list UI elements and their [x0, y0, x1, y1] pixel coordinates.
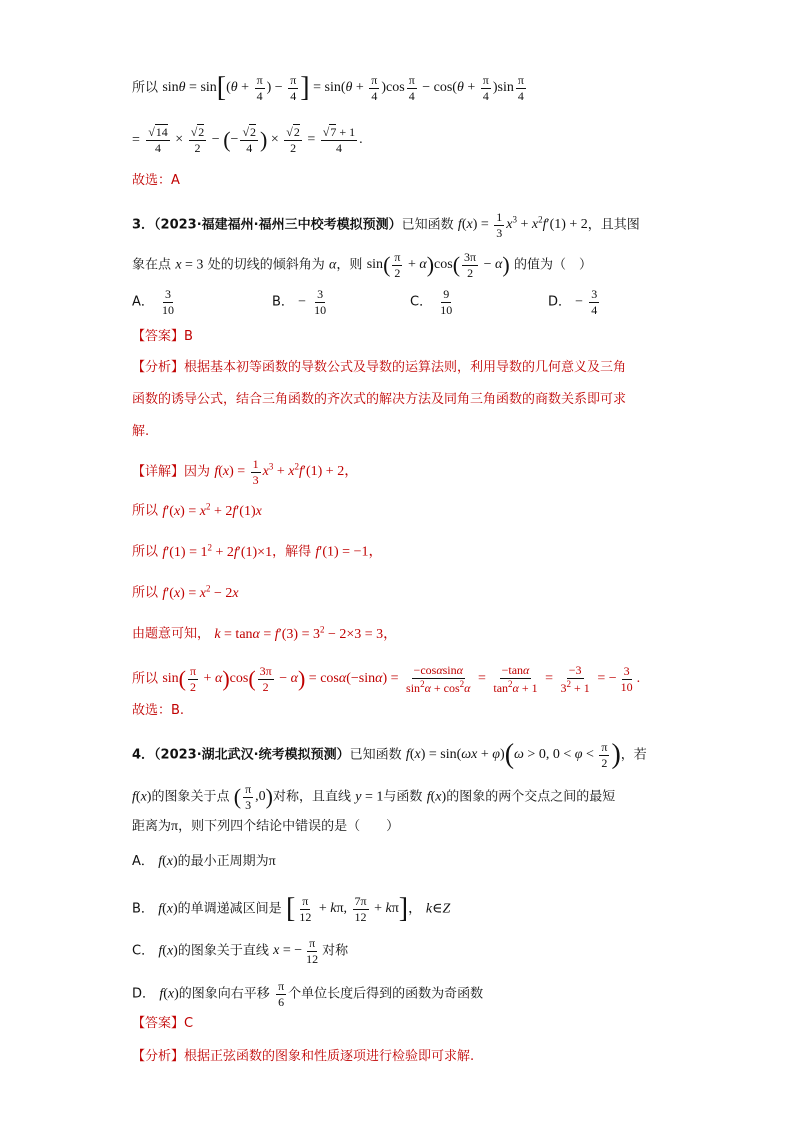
q3-step-5: 所以 sin( $\frac{\pi}{2}$ + α)cos( $\frac{3\pi}{2}$ − α) = cosα(−sinα) = $\frac{-\cos\alpha\sin\alpha}{\sin^2\alpha + \cos^2\alpha}$ = $\frac{-\tan\alpha}{\tan^2\alpha + 1}$ = $\frac{-3}{3^2 + 1}$ = − $\frac{3}{10}$ . [132, 663, 641, 695]
formula-sqrt-result: $\frac{√14}{4}$ × $\frac{√2}{2}$ − (− $\frac{√2}{4}$ ) × $\frac{√2}{2}$ = $\frac{√7 + 1}{4}$ . [148, 125, 363, 155]
q3-option-c[interactable]: C． $\frac{9}{10}$ [410, 287, 453, 317]
q3-source: （2023·福建福州·福州三中校考模拟预测） [154, 217, 402, 233]
prev-solution-line-1: 所以 sinθ = sin[(θ + $\frac{\pi}{4}$ ) − $\frac{\pi}{4}$ ] = sin(θ + $\frac{\pi}{4}$ )cos $\frac{\pi}{4}$ − cos(θ + $\frac{\pi}{4}$ )sin $\frac{\pi}{4}$ [132, 74, 528, 102]
q3-option-d[interactable]: D． − $\frac{3}{4}$ [548, 287, 598, 317]
q3-trig-expression: sin( $\frac{\pi}{2}$ + α)cos( $\frac{3\pi}{2}$ − α) [366, 250, 510, 280]
q3-analysis-line-1: 【分析】根据基本初等函数的导数公式及导数的运算法则，利用导数的几何意义及三角 [132, 360, 627, 375]
q3-step-1: 所以 $f'(x) = x^2 + 2f'(1)x$ [132, 501, 262, 519]
q4-stem-line-1: 4．（2023·湖北武汉·统考模拟预测）已知函数 f(x) = sin(ωx + φ)(ω > 0, 0 < φ < $\frac{\pi}{2}$ )，若 [132, 739, 647, 771]
prev-solution-line-2: = $\frac{√14}{4}$ × $\frac{√2}{2}$ − (− $\frac{√2}{4}$ ) × $\frac{√2}{2}$ = $\frac{√7 + 1}{4}$ . [132, 125, 363, 155]
prev-answer: 故选：A [132, 173, 180, 188]
q4-option-d[interactable]: D． f(x)的图象向右平移 $\frac{\pi}{6}$ 个单位长度后得到的函数为奇函数 [132, 979, 484, 1009]
q3-function-def: f(x) = $\frac{1}{3}$ $x^3 + x^2f'(1) + 2$ [457, 210, 588, 240]
q4-stem-line-3: 距离为π，则下列四个结论中错误的是（ ） [132, 819, 400, 834]
q3-answer: 【答案】B [132, 329, 193, 344]
q3-stem-line-1: 3．（2023·福建福州·福州三中校考模拟预测）已知函数 f(x) = $\frac{1}{3}$ $x^3 + x^2f'(1) + 2$，且其图 [132, 210, 640, 240]
q3-step-4: 由题意可知， $k = \tan\alpha = f'(3) = 3^2 - 2\times 3 = 3$， [132, 624, 398, 642]
formula-sin-theta: sinθ = sin[(θ + $\frac{\pi}{4}$ ) − $\frac{\pi}{4}$ ] = sin(θ + $\frac{\pi}{4}$ )cos $\frac{\pi}{4}$ − cos(θ + $\frac{\pi}{4}$ )sin $\frac{\pi}{4}$ [162, 72, 524, 104]
q4-analysis-line-1: 【分析】根据正弦函数的图象和性质逐项进行检验即可求解. [132, 1049, 475, 1064]
q4-option-c[interactable]: C． f(x)的图象关于直线 x = − $\frac{\pi}{12}$ 对称 [132, 936, 349, 966]
q3-step-2: 所以 $f'(1) = 1^2 + 2f'(1)\times 1$，解得 f′(1) = −1， [132, 542, 383, 560]
q3-final-answer: 故选：B. [132, 703, 185, 718]
q3-option-b[interactable]: B． − $\frac{3}{10}$ [272, 287, 327, 317]
q3-detail-line-1: 【详解】因为 f(x) = $\frac{1}{3}$ $x^3 + x^2f'(1) + 2$， [132, 457, 359, 487]
q4-answer: 【答案】C [132, 1016, 194, 1031]
q4-option-a[interactable]: A． f(x)的最小正周期为π [132, 854, 276, 869]
q3-option-a[interactable]: A． $\frac{3}{10}$ [132, 287, 175, 317]
q3-analysis-line-2: 函数的诱导公式，结合三角函数的齐次式的解决方法及同角三角函数的商数关系即可求 [132, 392, 627, 407]
q3-analysis-line-3: 解. [132, 424, 150, 439]
q4-source: （2023·湖北武汉·统考模拟预测） [154, 747, 350, 763]
q4-function-def: f(x) = sin(ωx + φ)(ω > 0, 0 < φ < $\frac{\pi}{2}$ ) [405, 739, 621, 771]
q4-stem-line-2: f(x)的图象关于点 ( $\frac{\pi}{3}$ ,0)对称，且直线 y = 1与函数 f(x)的图象的两个交点之间的最短 [132, 782, 616, 812]
q3-stem-line-2: 象在点 x = 3 处的切线的倾斜角为 α，则 sin( $\frac{\pi}{2}$ + α)cos( $\frac{3\pi}{2}$ − α) 的值为（ ） [132, 250, 593, 280]
q3-step-3: 所以 $f'(x) = x^2 - 2x$ [132, 583, 239, 601]
q4-option-b[interactable]: B． f(x)的单调递减区间是 [ $\frac{\pi}{12}$ + kπ, $\frac{7\pi}{12}$ + kπ]， k∈Z [132, 893, 451, 925]
